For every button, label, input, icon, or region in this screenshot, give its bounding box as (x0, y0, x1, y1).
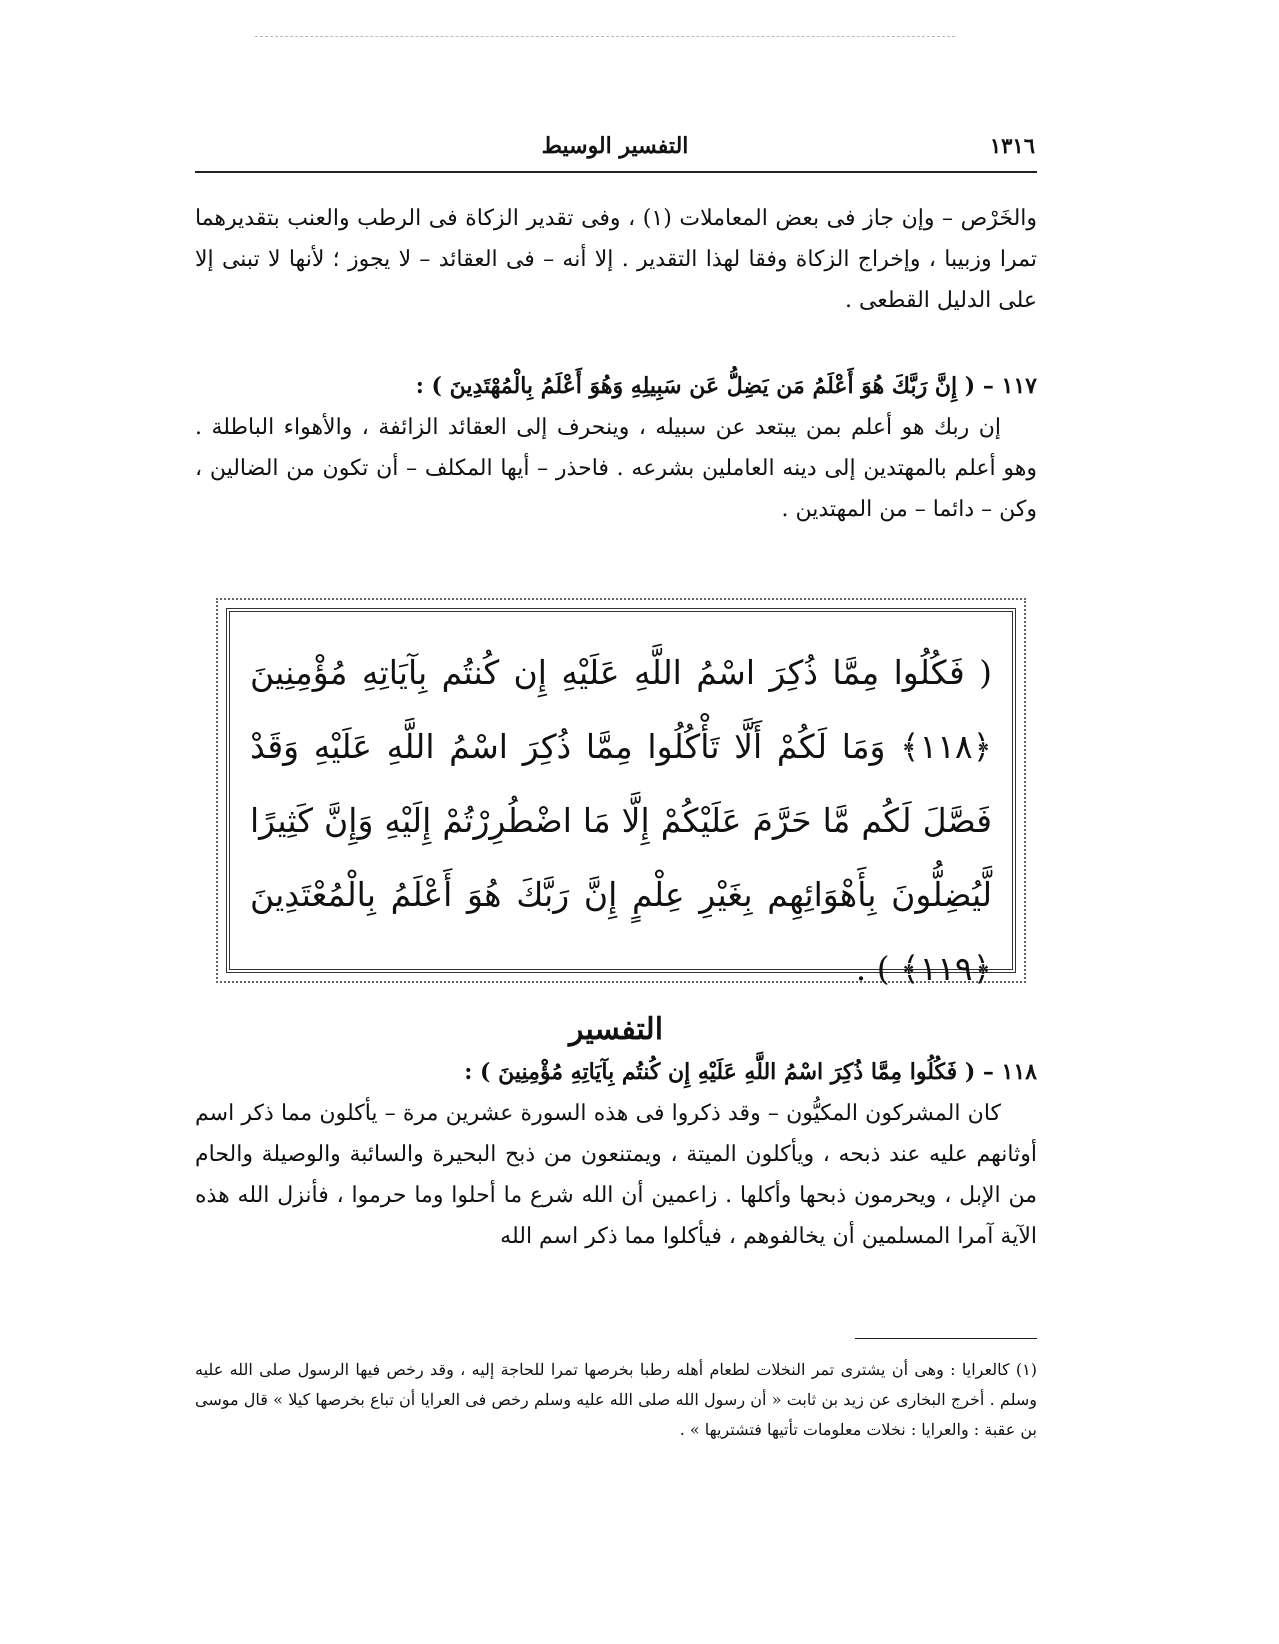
page-number: ١٣١٦ (989, 133, 1035, 158)
intro-paragraph-block (195, 198, 1037, 321)
footnote-1: (١) كالعرايا : وهى أن يشترى تمر النخلات لطعام أهله رطبا بخرصها تمرا للحاجة إليه ، وقد رخص فيها الرسول صلى الله عليه وسلم . أخرج البخارى عن زيد بن ثابت « أن رسول الله صلى الله عليه وسلم رخص فى العرايا أن تباع بخرصها كيلا » قال موسى بن عقبة : والعرايا : نخلات معلومات تأتيها فتشتريها » . (195, 1360, 1037, 1439)
verse-118-commentary: كان المشركون المكيُّون – وقد ذكروا فى هذه السورة عشرين مرة – يأكلون مما ذكر اسم أوثانهم عليه عند ذبحه ، ويأكلون الميتة ، ويمتنعون من ذبح البحيرة والسائبة والوصيلة والحام من الإبل ، ويحرمون ذبحها وأكلها . زاعمين أن الله شرع ما أحلوا وما حرموا ، فأنزل الله هذه الآية آمرا المسلمين أن يخالفوهم ، فيأكلوا مما ذكر اسم الله (195, 1101, 1037, 1249)
section-title: التفسير (568, 1012, 664, 1047)
verse-117-head: ١١٧ – ( إِنَّ رَبَّكَ هُوَ أَعْلَمُ مَن يَضِلُّ عَن سَبِيلِهِ وَهُوَ أَعْلَمُ بِالْمُهْتَدِينَ ) : (415, 373, 1037, 399)
verse-118-block (195, 1052, 1037, 1257)
footnote-rule (855, 1338, 1037, 1339)
footnotes (195, 1355, 1037, 1445)
intro-paragraph: والخَرْص – وإن جاز فى بعض المعاملات (١) ، وفى تقدير الزكاة فى الرطب والعنب بتقديرهما تمرا وزبيبا ، وإخراج الزكاة وفقا لهذا التقدير . إلا أنه – فى العقائد – لا يجوز ؛ لأنها لا تبنى إلا على الدليل القطعى . (195, 206, 1038, 313)
running-title: التفسير الوسيط (541, 133, 689, 159)
quran-verse-text: ( فَكُلُوا مِمَّا ذُكِرَ اسْمُ اللَّهِ عَلَيْهِ إِن كُنتُم بِآيَاتِهِ مُؤْمِنِينَ ﴿١١٨﴾ وَمَا لَكُمْ أَلَّا تَأْكُلُوا مِمَّا ذُكِرَ اسْمُ اللَّهِ عَلَيْهِ وَقَدْ فَصَّلَ لَكُم مَّا حَرَّمَ عَلَيْكُمْ إِلَّا مَا اضْطُرِرْتُمْ إِلَيْهِ وَإِنَّ كَثِيرًا لَّيُضِلُّونَ بِأَهْوَائِهِم بِغَيْرِ عِلْمٍ إِنَّ رَبَّكَ هُوَ أَعْلَمُ بِالْمُعْتَدِينَ ﴿١١٩﴾ ) . (250, 653, 992, 988)
top-scan-rule (255, 36, 955, 37)
verse-117-commentary: إن ربك هو أعلم بمن يبتعد عن سبيله ، وينحرف إلى العقائد الزائفة ، والأهواء الباطلة . وهو أعلم بالمهتدين إلى دينه العاملين بشرعه . فاحذر – أيها المكلف – أن تكون من الضالين ، وكن – دائما – من المهتدين . (195, 415, 1037, 522)
page-header (195, 133, 1035, 169)
verse-117-block (195, 366, 1037, 530)
verse-118-head: ١١٨ – ( فَكُلُوا مِمَّا ذُكِرَ اسْمُ اللَّهِ عَلَيْهِ إِن كُنتُم بِآيَاتِهِ مُؤْمِنِينَ ) : (464, 1059, 1037, 1085)
header-rule (195, 171, 1037, 173)
quran-verse-box (226, 608, 1016, 988)
